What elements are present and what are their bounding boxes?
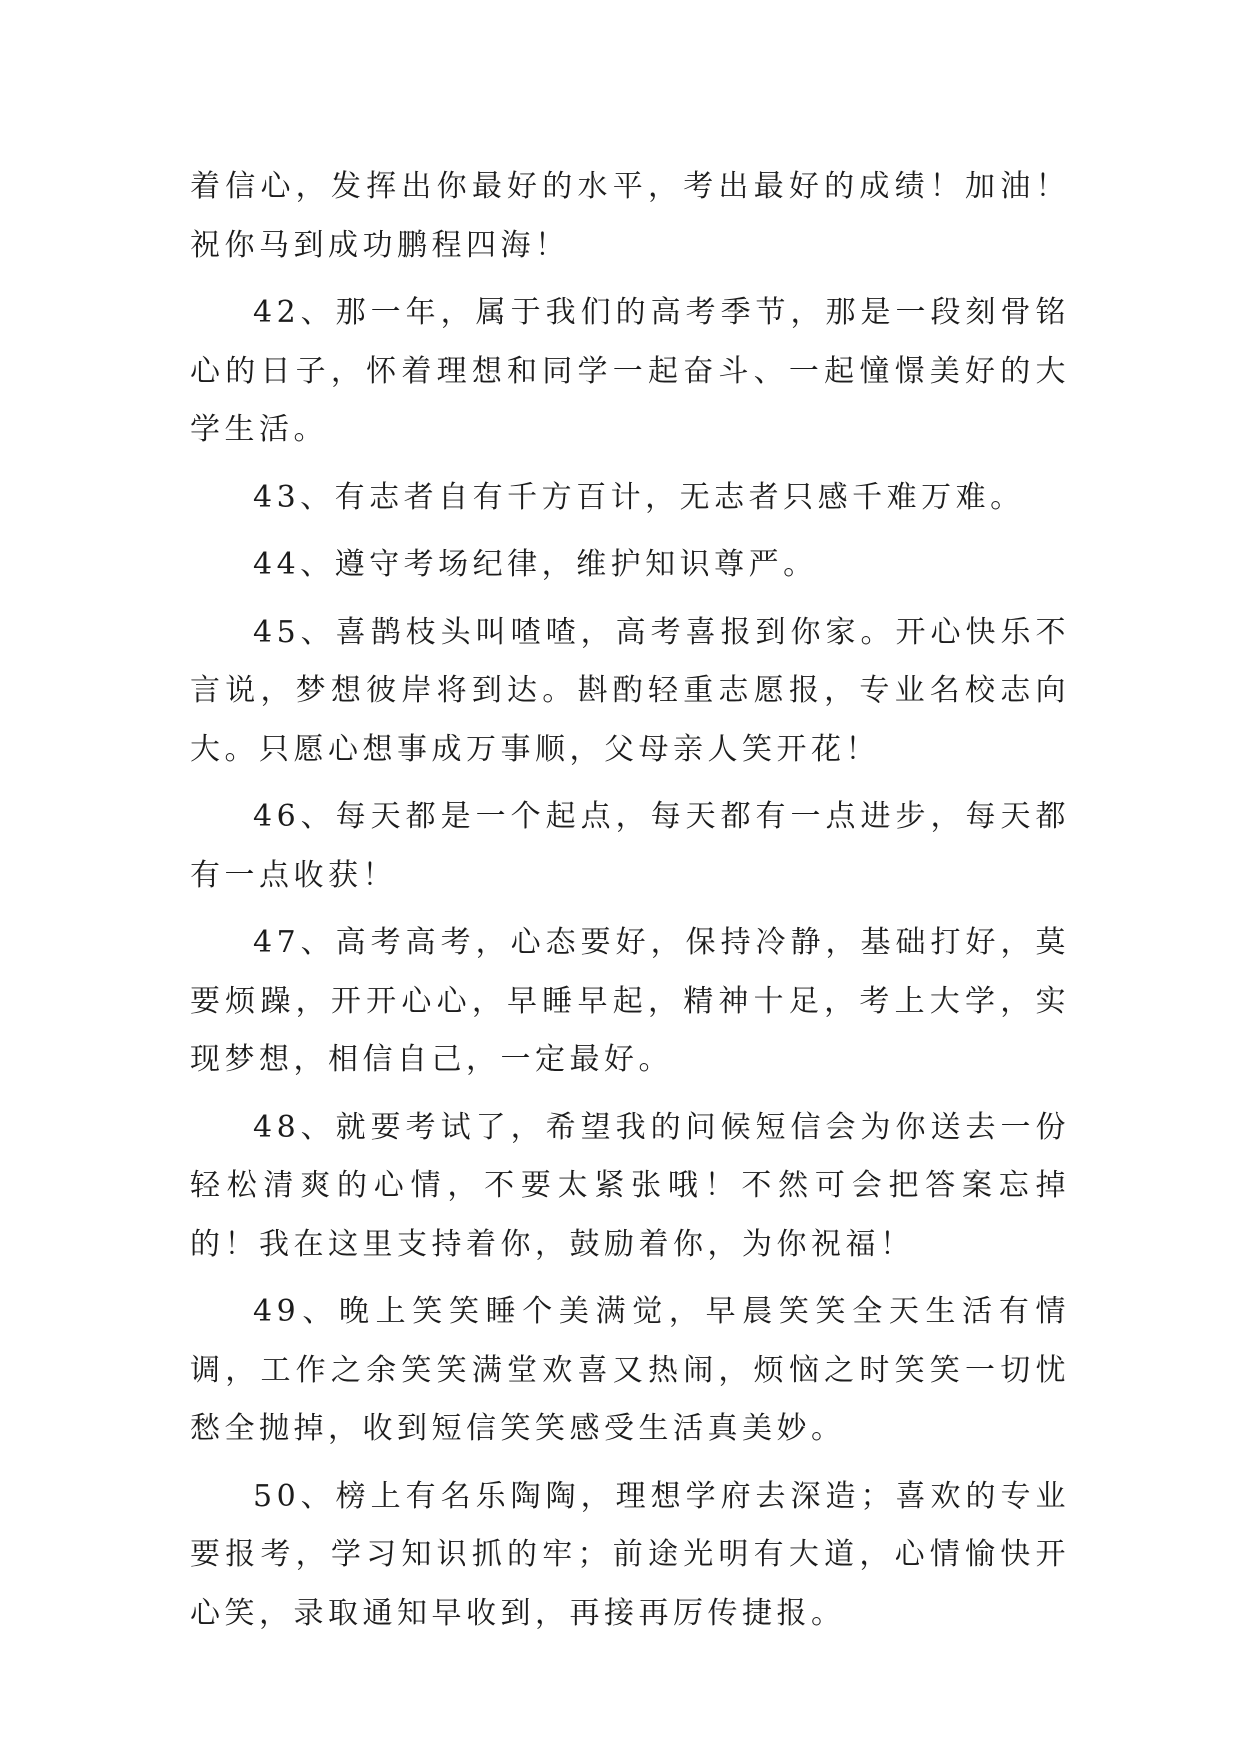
paragraph-continuation: 着信心，发挥出你最好的水平，考出最好的成绩！加油！祝你马到成功鹏程四海！ — [190, 169, 1070, 263]
paragraph-48: 48、就要考试了，希望我的问候短信会为你送去一份轻松清爽的心情，不要太紧张哦！不然可会把答案忘掉的！我在这里支持着你，鼓励着你，为你祝福！ — [190, 1109, 1070, 1262]
paragraph-50: 50、榜上有名乐陶陶，理想学府去深造；喜欢的专业要报考，学习知识抓的牢；前途光明有大道，心情愉快开心笑，录取通知早收到，再接再厉传捷报。 — [190, 1478, 1070, 1631]
paragraph-43: 43、有志者自有千方百计，无志者只感千难万难。 — [253, 479, 1025, 515]
paragraph-46: 46、每天都是一个起点，每天都有一点进步，每天都有一点收获！ — [190, 799, 1070, 893]
paragraph-49: 49、晚上笑笑睡个美满觉，早晨笑笑全天生活有情调，工作之余笑笑满堂欢喜又热闹，烦恼之时笑笑一切忧愁全抛掉，收到短信笑笑感受生活真美妙。 — [190, 1294, 1070, 1446]
paragraph-44: 44、遵守考场纪律，维护知识尊严。 — [253, 547, 818, 582]
paragraph-42: 42、那一年，属于我们的高考季节，那是一段刻骨铭心的日子，怀着理想和同学一起奋斗、一起憧憬美好的大学生活。 — [190, 295, 1070, 447]
paragraph-47: 47、高考高考，心态要好，保持冷静，基础打好，莫要烦躁，开开心心，早睡早起，精神十足，考上大学，实现梦想，相信自己，一定最好。 — [190, 925, 1070, 1077]
document-body — [190, 158, 1070, 1652]
paragraph-45: 45、喜鹊枝头叫喳喳，高考喜报到你家。开心快乐不言说，梦想彼岸将到达。斟酌轻重志愿报，专业名校志向大。只愿心想事成万事顺，父母亲人笑开花！ — [190, 614, 1070, 767]
